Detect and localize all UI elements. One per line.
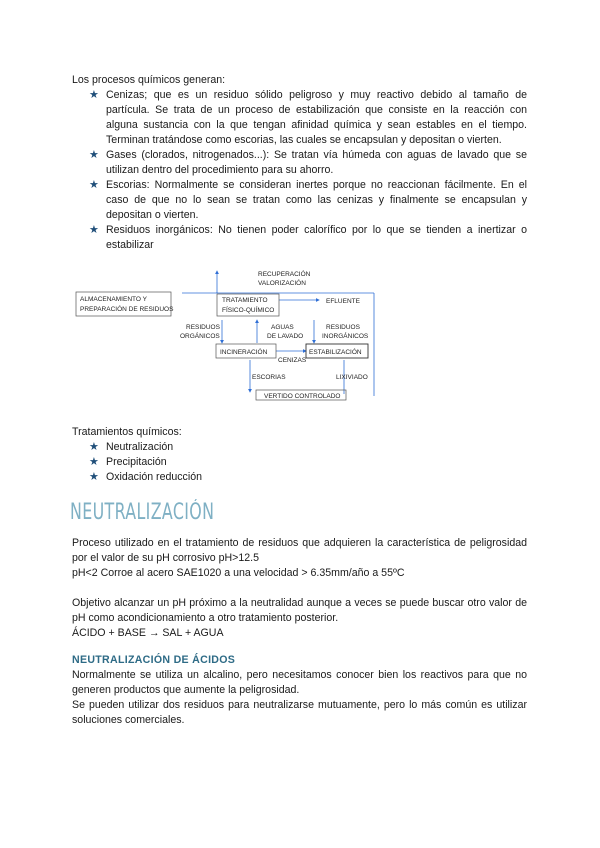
list-item: ★ Residuos inorgánicos: No tienen poder calorífico por lo que se tienden a inertizar o estabilizar [89,224,527,251]
subheading-acids: NEUTRALIZACIÓN DE ÁCIDOS [72,654,236,666]
diagram-label: VERTIDO CONTROLADO [264,393,341,400]
diagram-label: ALMACENAMIENTO Y [80,296,147,303]
section-heading: NEUTRALIZACIÓN [70,500,215,525]
diagram-label: VALORIZACIÓN [258,280,306,287]
diagram-label: AGUAS [271,324,294,331]
treatments-list [89,440,527,485]
star-icon: ★ [89,149,99,161]
list-item: ★ Escorias: Normalmente se consideran inertes porque no reaccionan fácilmente. En el caso de que no lo sean se tratan como las cenizas y finalmente se encapsulan y depositan o vierten. [89,179,527,221]
star-icon: ★ [89,471,99,483]
paragraph-objective: Objetivo alcanzar un pH próximo a la neutralidad aunque a veces se puede buscar otro valor de pH como acondicionamiento a otro tratamiento posterior. [72,597,527,624]
diagram-label: ESTABILIZACIÓN [309,349,362,356]
star-icon: ★ [89,179,99,191]
diagram-label: RESIDUOS [326,324,360,331]
diagram-label: TRATAMIENTO [222,297,268,304]
paragraph-commercial: Se pueden utilizar dos residuos para neutralizarse mutuamente, pero lo más común es utilizar soluciones comerciales. [72,699,527,726]
diagram-label: ESCORIAS [252,374,286,381]
star-icon: ★ [89,224,99,236]
list-item: ★ Gases (clorados, nitrogenados...): Se tratan vía húmeda con aguas de lavado que se utilizan dentro del procedimiento para su ahorro. [89,149,527,176]
process-flow-diagram [74,266,380,406]
diagram-label: EFLUENTE [326,298,360,305]
diagram-label: PREPARACIÓN DE RESIDUOS [80,306,174,313]
diagram-label: RESIDUOS [186,324,220,331]
list-item: ★ Oxidación reducción [89,471,202,483]
list-item: ★ Neutralización [89,441,174,453]
diagram-label: CENIZAS [278,357,307,364]
star-icon: ★ [89,89,99,101]
list-item: ★ Cenizas; que es un residuo sólido peligroso y muy reactivo debido al tamaño de partícula. Se trata de un proceso de estabilización que consiste en la reacción con alguna sustancia con la que tengan afinidad química y sean estables en el tiempo. Terminan tratándose como escorias, las cuales se encapsulan y depositan o vierten. [89,89,527,146]
paragraph-alkaline: Normalmente se utiliza un alcalino, pero necesitamos conocer bien los reactivos para que no generen productos que aumente la peligrosidad. [72,669,527,696]
star-icon: ★ [89,441,99,453]
list-item: ★ Precipitación [89,456,167,468]
paragraph-definition: Proceso utilizado en el tratamiento de residuos que adquieren la característica de peligrosidad por el valor de su pH corrosivo pH>12.5 [72,537,527,564]
treatments-title: Tratamientos químicos: [72,426,182,438]
products-list [89,88,527,253]
diagram-label: INORGÁNICOS [322,333,369,340]
diagram-label: ORGÁNICOS [180,333,220,340]
paragraph-corrosion: pH<2 Corroe al acero SAE1020 a una velocidad > 6.35mm/año a 55ºC [72,567,405,579]
star-icon: ★ [89,456,99,468]
diagram-label: LIXIVIADO [336,374,368,381]
reaction-equation: ÁCIDO + BASE → SAL + AGUA [72,627,224,639]
diagram-label: DE LAVADO [267,333,304,340]
intro-text: Los procesos químicos generan: [72,74,226,86]
diagram-label: INCINERACIÓN [220,349,268,356]
diagram-label: FÍSICO-QUÍMICO [222,307,275,314]
diagram-label: RECUPERACIÓN [258,271,311,278]
